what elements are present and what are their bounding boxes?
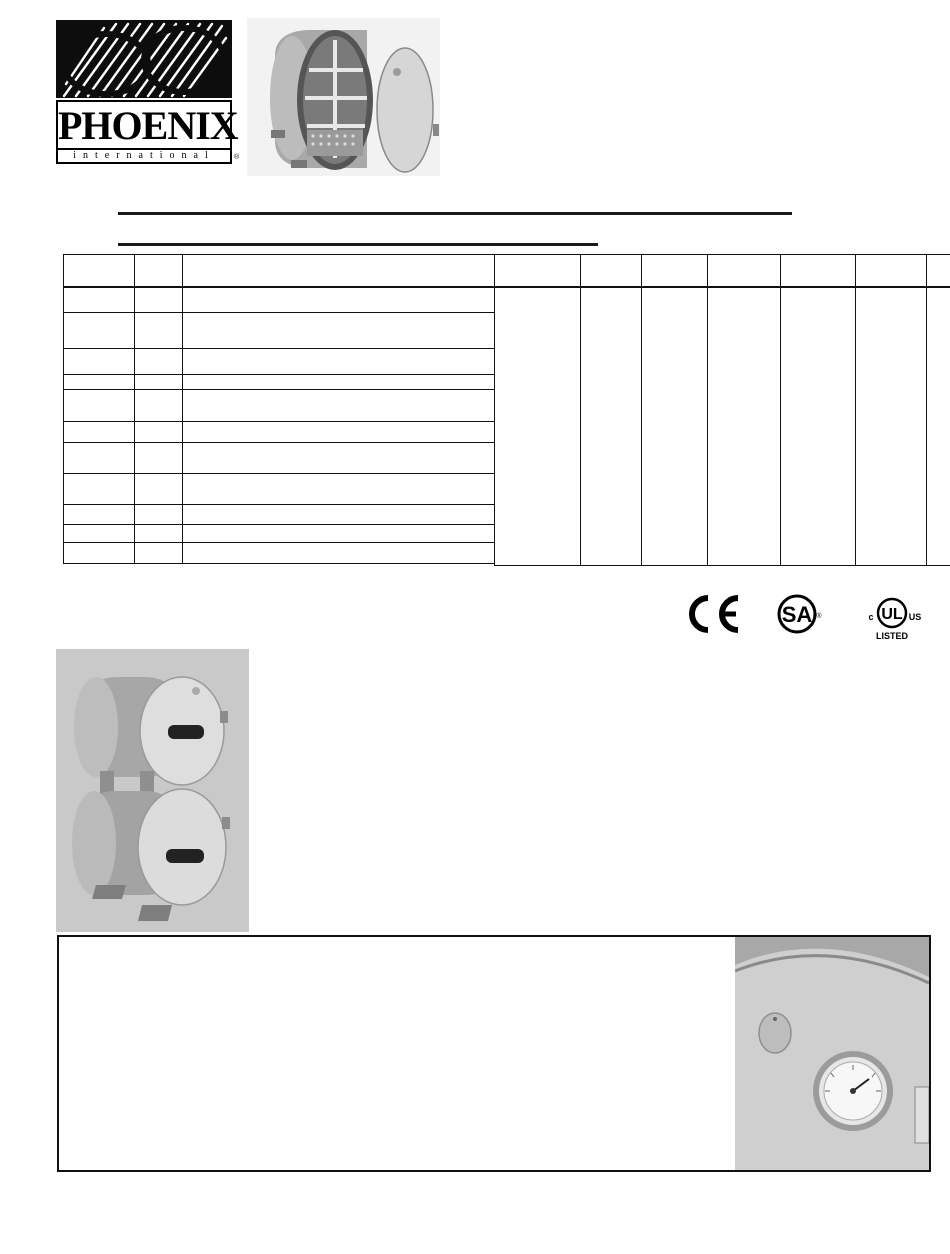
table-cell <box>64 563 135 565</box>
table-header-row <box>64 255 950 287</box>
table-cell <box>135 563 183 565</box>
table-cell <box>135 473 183 504</box>
csa-mark-icon <box>777 594 823 634</box>
table-cell <box>135 375 183 390</box>
ul-us-text: US <box>908 612 922 622</box>
header-cell <box>135 255 183 287</box>
table-cell <box>64 442 135 473</box>
logo-subtitle: international <box>56 150 232 164</box>
header-cell <box>581 255 642 287</box>
table-cell <box>183 349 495 375</box>
table-cell <box>183 313 495 349</box>
header-cell <box>64 255 135 287</box>
ce-mark-icon <box>682 594 742 634</box>
table-cell <box>183 563 495 565</box>
heading-rule-1 <box>118 212 792 215</box>
table-cell-merged <box>642 287 708 566</box>
table-cell <box>64 349 135 375</box>
ul-mark-text: UL <box>881 606 903 623</box>
table-cell <box>135 422 183 442</box>
table-cell-merged <box>708 287 781 566</box>
ul-listed-text: LISTED <box>875 631 909 641</box>
table-cell <box>135 442 183 473</box>
table-cell-merged <box>495 287 581 566</box>
table-cell <box>183 287 495 313</box>
table-cell <box>183 442 495 473</box>
table-cell <box>135 390 183 422</box>
table-cell-merged <box>856 287 927 566</box>
table-cell <box>64 504 135 524</box>
csa-mark-text: SA <box>781 602 813 627</box>
header-cell <box>183 255 495 287</box>
table-cell-merged <box>927 287 950 566</box>
table-cell-merged <box>781 287 856 566</box>
table-cell <box>183 422 495 442</box>
table-cell <box>183 390 495 422</box>
header-cell <box>781 255 856 287</box>
table-cell <box>183 542 495 563</box>
oven-open-photo <box>247 18 440 176</box>
logo-wordmark: PHOENIX <box>56 100 232 150</box>
table-cell <box>135 524 183 542</box>
table-cell <box>64 524 135 542</box>
ul-listed-mark-icon <box>862 596 922 642</box>
table-cell <box>64 390 135 422</box>
table-cell <box>183 473 495 504</box>
header-cell <box>708 255 781 287</box>
specifications-table <box>63 254 950 566</box>
table-cell <box>64 542 135 563</box>
table-cell <box>64 473 135 504</box>
table-cell <box>135 504 183 524</box>
table-row <box>64 287 950 313</box>
table-cell <box>135 287 183 313</box>
table-cell <box>183 524 495 542</box>
table-cell <box>183 504 495 524</box>
table-cell <box>135 313 183 349</box>
logo-stripes-icon <box>56 20 232 98</box>
table-cell <box>64 375 135 390</box>
table-cell <box>183 375 495 390</box>
csa-registered-mark: ® <box>816 613 822 620</box>
table-cell-merged <box>581 287 642 566</box>
table-cell <box>64 287 135 313</box>
header-cell <box>927 255 950 287</box>
table-cell <box>135 349 183 375</box>
table-cell <box>64 422 135 442</box>
thermometer-photo <box>735 937 929 1170</box>
ul-c-text: c <box>868 612 874 622</box>
table-cell <box>135 542 183 563</box>
logo-registered-mark: ® <box>234 154 240 161</box>
header-cell <box>642 255 708 287</box>
table-cell <box>64 313 135 349</box>
stacked-ovens-photo <box>56 649 249 932</box>
header-cell <box>495 255 581 287</box>
header-cell <box>856 255 927 287</box>
heading-rule-2 <box>118 243 598 246</box>
